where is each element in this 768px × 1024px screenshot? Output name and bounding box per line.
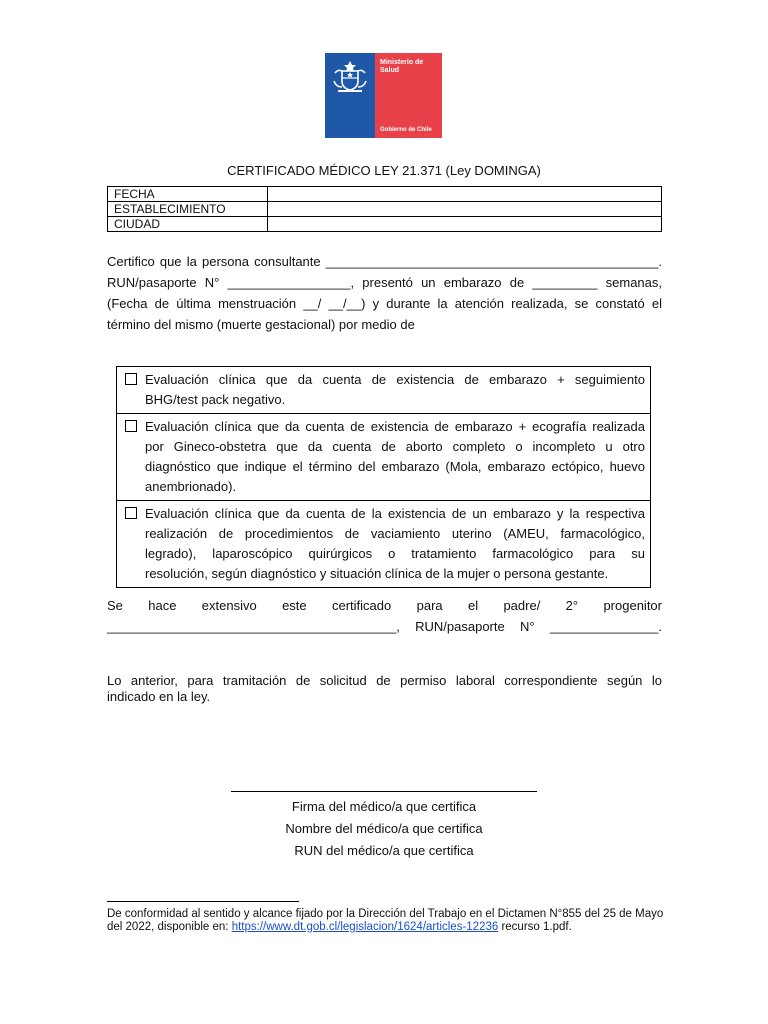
- certify-line: término del mismo (muerte gestacional) por medio de: [107, 317, 415, 332]
- table-row: [108, 187, 662, 202]
- checkbox-option-1[interactable]: [125, 373, 137, 385]
- table-row: [108, 202, 662, 217]
- certify-paragraph: [107, 251, 662, 335]
- purpose-line: indicado en la ley.: [107, 689, 211, 704]
- document-title: CERTIFICADO MÉDICO LEY 21.371 (Ley DOMINGA): [227, 163, 541, 178]
- footnote: [107, 908, 667, 934]
- option-item-1: [117, 367, 650, 414]
- ciudad-field[interactable]: [268, 217, 662, 232]
- establecimiento-label: ESTABLECIMIENTO: [108, 202, 268, 217]
- extension-paragraph: [107, 595, 662, 637]
- fecha-field[interactable]: [268, 187, 662, 202]
- logo-ministry-line2: Salud: [380, 67, 400, 74]
- purpose-paragraph: [107, 673, 662, 705]
- extension-line: Se hace extensivo este certificado para el padre/ 2° progenitor: [107, 598, 662, 613]
- option-item-2: [117, 414, 650, 501]
- extension-line: ________________________________________, RUN/pasaporte N° _______________.: [107, 619, 662, 634]
- logo-blue-panel: [325, 53, 375, 138]
- signature-nombre-label: Nombre del médico/a que certifica: [285, 821, 483, 836]
- footnote-link[interactable]: https://www.dt.gob.cl/legislacion/1624/articles-12236: [231, 921, 499, 933]
- option-text-line: Evaluación clínica que da cuenta de existencia de embarazo + seguimiento: [145, 372, 645, 387]
- logo-ministry-text: [380, 59, 423, 75]
- checkbox-option-3[interactable]: [125, 507, 137, 519]
- purpose-line: Lo anterior, para tramitación de solicitud de permiso laboral correspondiente según lo: [107, 673, 662, 688]
- option-text-line: resolución, según diagnóstico y situación clínica de la mujer o persona gestante.: [145, 566, 609, 581]
- logo-ministry-line1: Ministerio de: [380, 59, 424, 66]
- ministerio-salud-logo: [325, 53, 442, 138]
- checkbox-option-2[interactable]: [125, 420, 137, 432]
- option-text-line: por Gineco-obstetra que da cuenta de aborto completo o incompleto u otro: [145, 439, 645, 454]
- certify-line: (Fecha de última menstruación __/ __/__) y durante la atención realizada, se constató el: [107, 296, 662, 311]
- footnote-text-end: recurso 1.pdf.: [498, 921, 572, 933]
- footnote-text: De conformidad al sentido y alcance fijado por la Dirección del Trabajo en el Dictamen N°855 del 25 de Mayo del 2022, disponible en:: [107, 908, 664, 933]
- options-box: [116, 366, 651, 588]
- option-text-line: BHG/test pack negativo.: [145, 392, 286, 407]
- logo-red-panel: [375, 53, 442, 138]
- signature-line: [231, 791, 537, 792]
- chile-coat-of-arms-icon: [329, 57, 371, 95]
- certify-line: Certifico que la persona consultante ______________________________________________.: [107, 254, 662, 269]
- option-text-line: legrado), laparoscópico quirúrgicos o tratamiento farmacológico para su: [145, 546, 645, 561]
- signature-firma-label: Firma del médico/a que certifica: [291, 799, 477, 814]
- option-text-line: Evaluación clínica que da cuenta de la existencia de un embarazo y la respectiva: [145, 506, 645, 521]
- signature-run-label: RUN del médico/a que certifica: [294, 843, 474, 858]
- establecimiento-field[interactable]: [268, 202, 662, 217]
- info-table: [107, 186, 662, 232]
- option-text-line: diagnóstico que indique el término del embarazo (Mola, embarazo ectópico, huevo: [145, 459, 645, 474]
- certify-line: RUN/pasaporte N° _________________, presentó un embarazo de _________ semanas,: [107, 275, 662, 290]
- ciudad-label: CIUDAD: [108, 217, 268, 232]
- option-text-line: anembrionado).: [145, 479, 237, 494]
- table-row: [108, 217, 662, 232]
- option-text-line: realización de procedimientos de vaciamiento uterino (AMEU, farmacológico,: [145, 526, 645, 541]
- footnote-separator: [107, 901, 299, 902]
- fecha-label: FECHA: [108, 187, 268, 202]
- option-text-line: Evaluación clínica que da cuenta de existencia de embarazo + ecografía realizada: [145, 419, 645, 434]
- option-item-3: [117, 501, 650, 587]
- logo-government-text: Gobierno de Chile: [380, 127, 432, 133]
